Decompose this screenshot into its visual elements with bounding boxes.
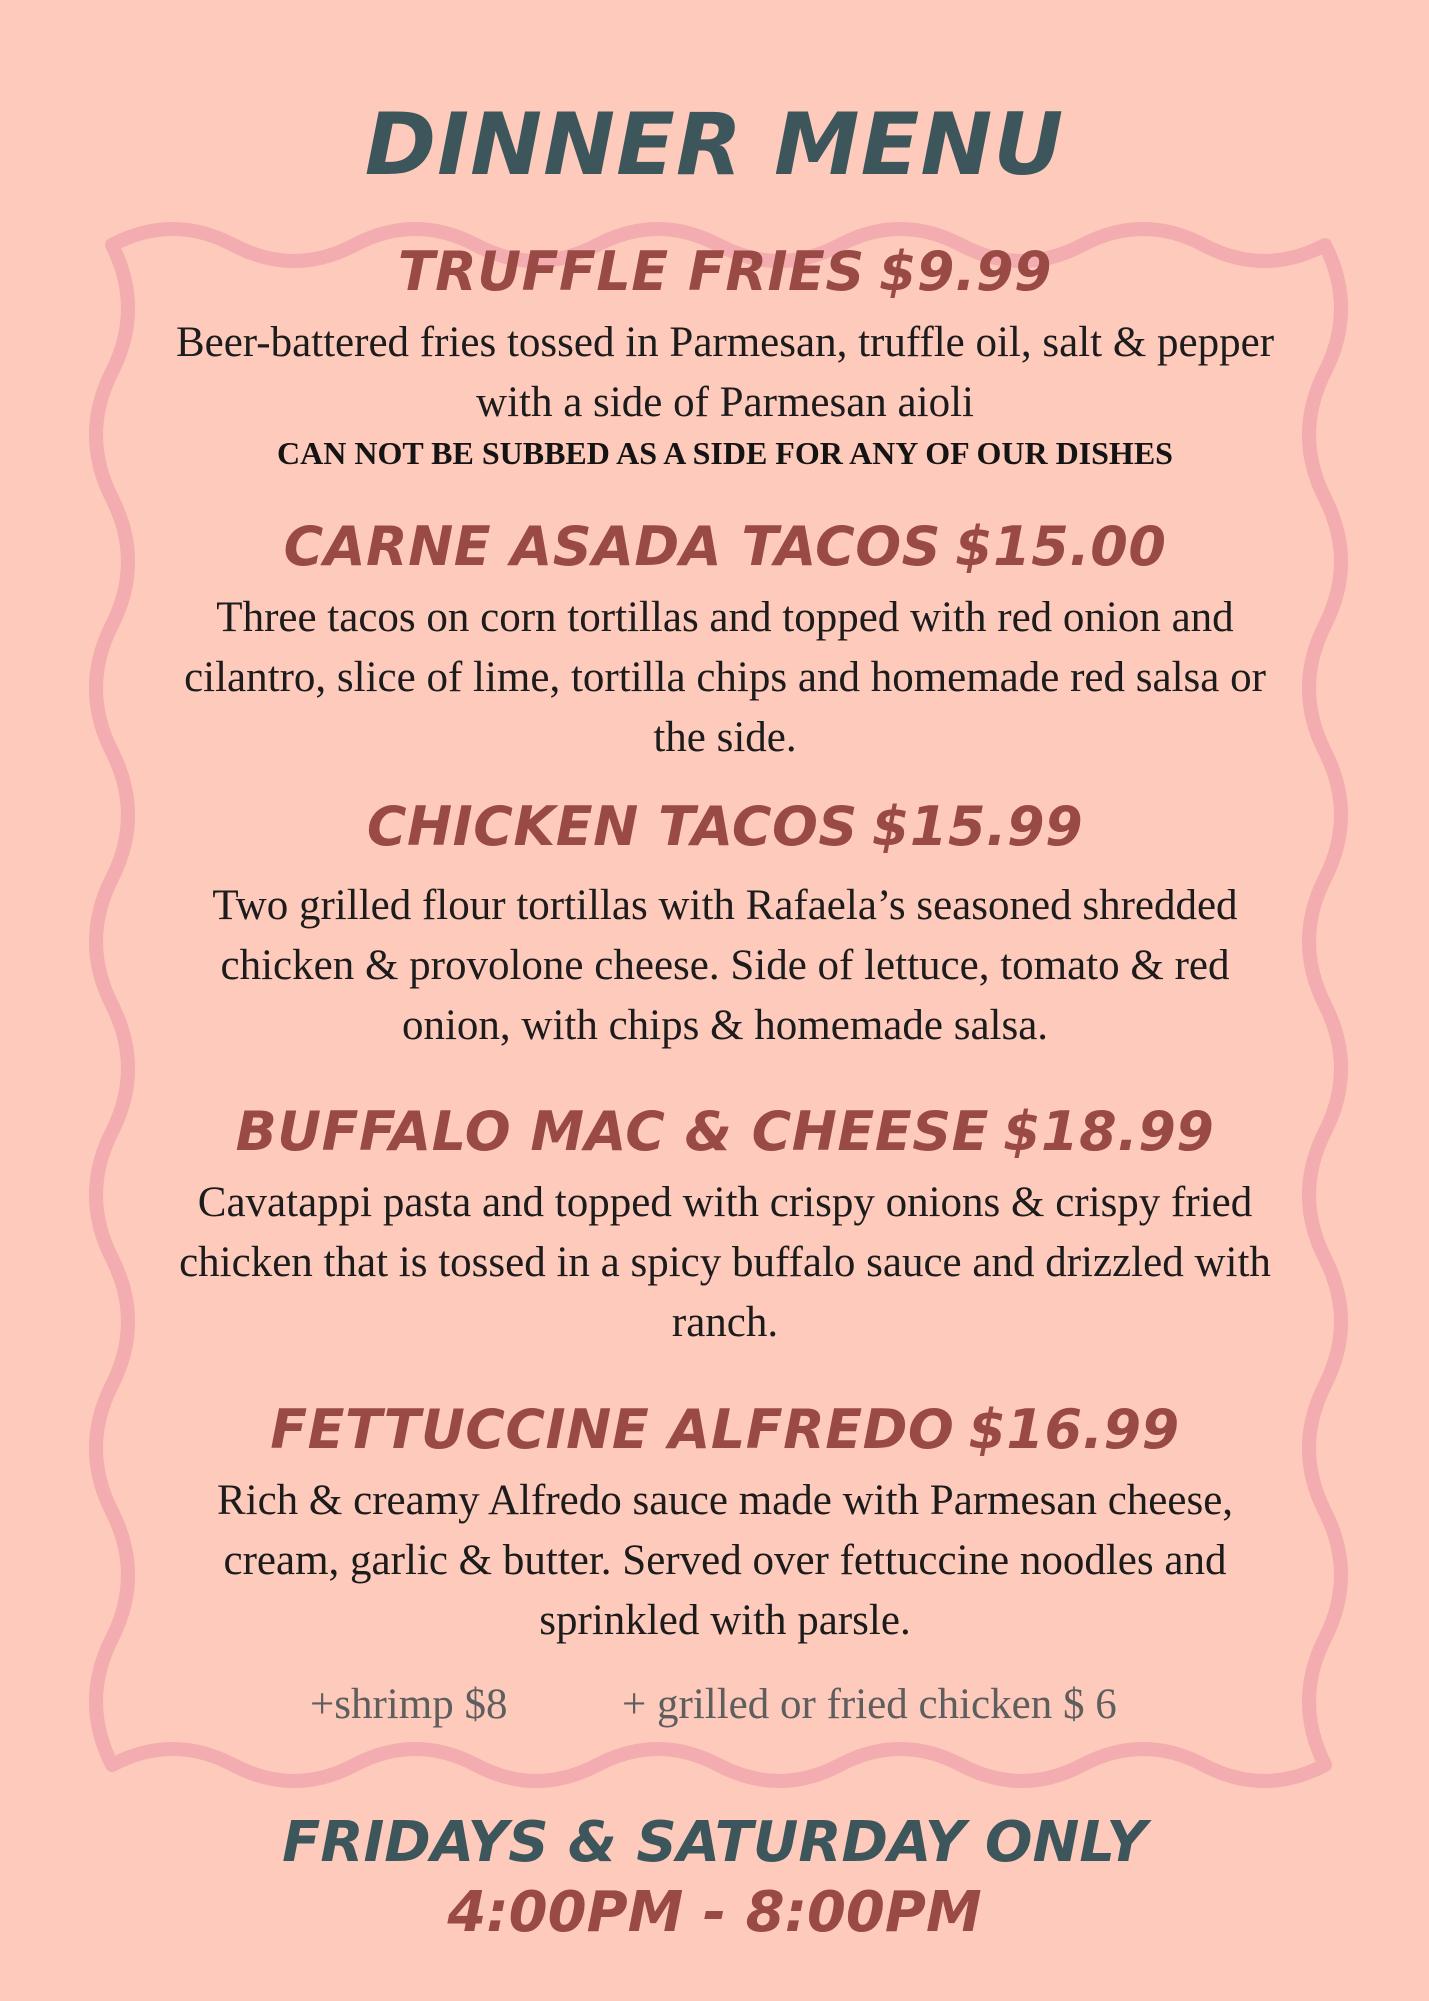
addon-chicken: + grilled or fried chicken $ 6 <box>622 1681 1117 1728</box>
description-line: Beer-battered fries tossed in Parmesan, truffle oil, salt & pepper <box>175 319 1275 366</box>
description-line: cilantro, slice of lime, tortilla chips and homemade red salsa or <box>184 654 1266 701</box>
item-price: $16.99 <box>968 1398 1180 1461</box>
item-name: TRUFFLE FRIES <box>397 240 865 303</box>
description-line: Three tacos on corn tortillas and topped with red onion and <box>216 594 1234 641</box>
description-line: ranch. <box>671 1299 779 1346</box>
item-name: BUFFALO MAC & CHEESE <box>235 1100 989 1163</box>
item-price: $18.99 <box>1002 1100 1215 1163</box>
description-line: chicken & provolone cheese. Side of lettuce, tomato & red <box>220 942 1230 989</box>
item-heading <box>130 240 1320 303</box>
item-name: CARNE ASADA TACOS <box>283 515 942 578</box>
menu-item-carne-asada-tacos <box>130 515 1320 768</box>
menu-item-truffle-fries <box>130 240 1320 472</box>
item-price: $15.99 <box>871 795 1084 858</box>
menu-item-buffalo-mac-cheese <box>130 1100 1320 1353</box>
footer-hours: 4:00PM - 8:00PM <box>447 1880 982 1945</box>
description-line: chicken that is tossed in a spicy buffalo sauce and drizzled with <box>179 1239 1271 1286</box>
item-price: $9.99 <box>878 240 1053 303</box>
item-description <box>130 1471 1320 1651</box>
item-description <box>130 876 1320 1056</box>
item-heading <box>130 515 1320 578</box>
footer-days: FRIDAYS & SATURDAY ONLY <box>282 1810 1147 1875</box>
menu-item-fettuccine-alfredo <box>130 1398 1320 1651</box>
addon-shrimp: +shrimp $8 <box>310 1681 508 1728</box>
item-description <box>130 588 1320 768</box>
description-line: onion, with chips & homemade salsa. <box>401 1002 1049 1049</box>
item-heading <box>130 1100 1320 1163</box>
item-price: $15.00 <box>955 515 1167 578</box>
description-line: Two grilled flour tortillas with Rafaela’s seasoned shredded <box>212 882 1238 929</box>
description-line: Cavatappi pasta and topped with crispy onions & crispy fried <box>197 1179 1253 1226</box>
page-title: DINNER MENU <box>364 95 1065 195</box>
menu-item-chicken-tacos <box>130 795 1320 1056</box>
item-description <box>130 313 1320 433</box>
description-line: sprinkled with parsle. <box>539 1597 911 1644</box>
item-name: FETTUCCINE ALFREDO <box>270 1398 955 1461</box>
description-line: with a side of Parmesan aioli <box>476 379 974 426</box>
item-heading <box>130 795 1320 858</box>
item-note: CAN NOT BE SUBBED AS A SIDE FOR ANY OF OUR DISHES <box>277 435 1173 471</box>
description-line: cream, garlic & butter. Served over fettuccine noodles and <box>223 1537 1227 1584</box>
item-name: CHICKEN TACOS <box>366 795 858 858</box>
description-line: the side. <box>653 714 797 761</box>
description-line: Rich & creamy Alfredo sauce made with Parmesan cheese, <box>216 1477 1234 1524</box>
item-heading <box>130 1398 1320 1461</box>
item-description <box>130 1173 1320 1353</box>
